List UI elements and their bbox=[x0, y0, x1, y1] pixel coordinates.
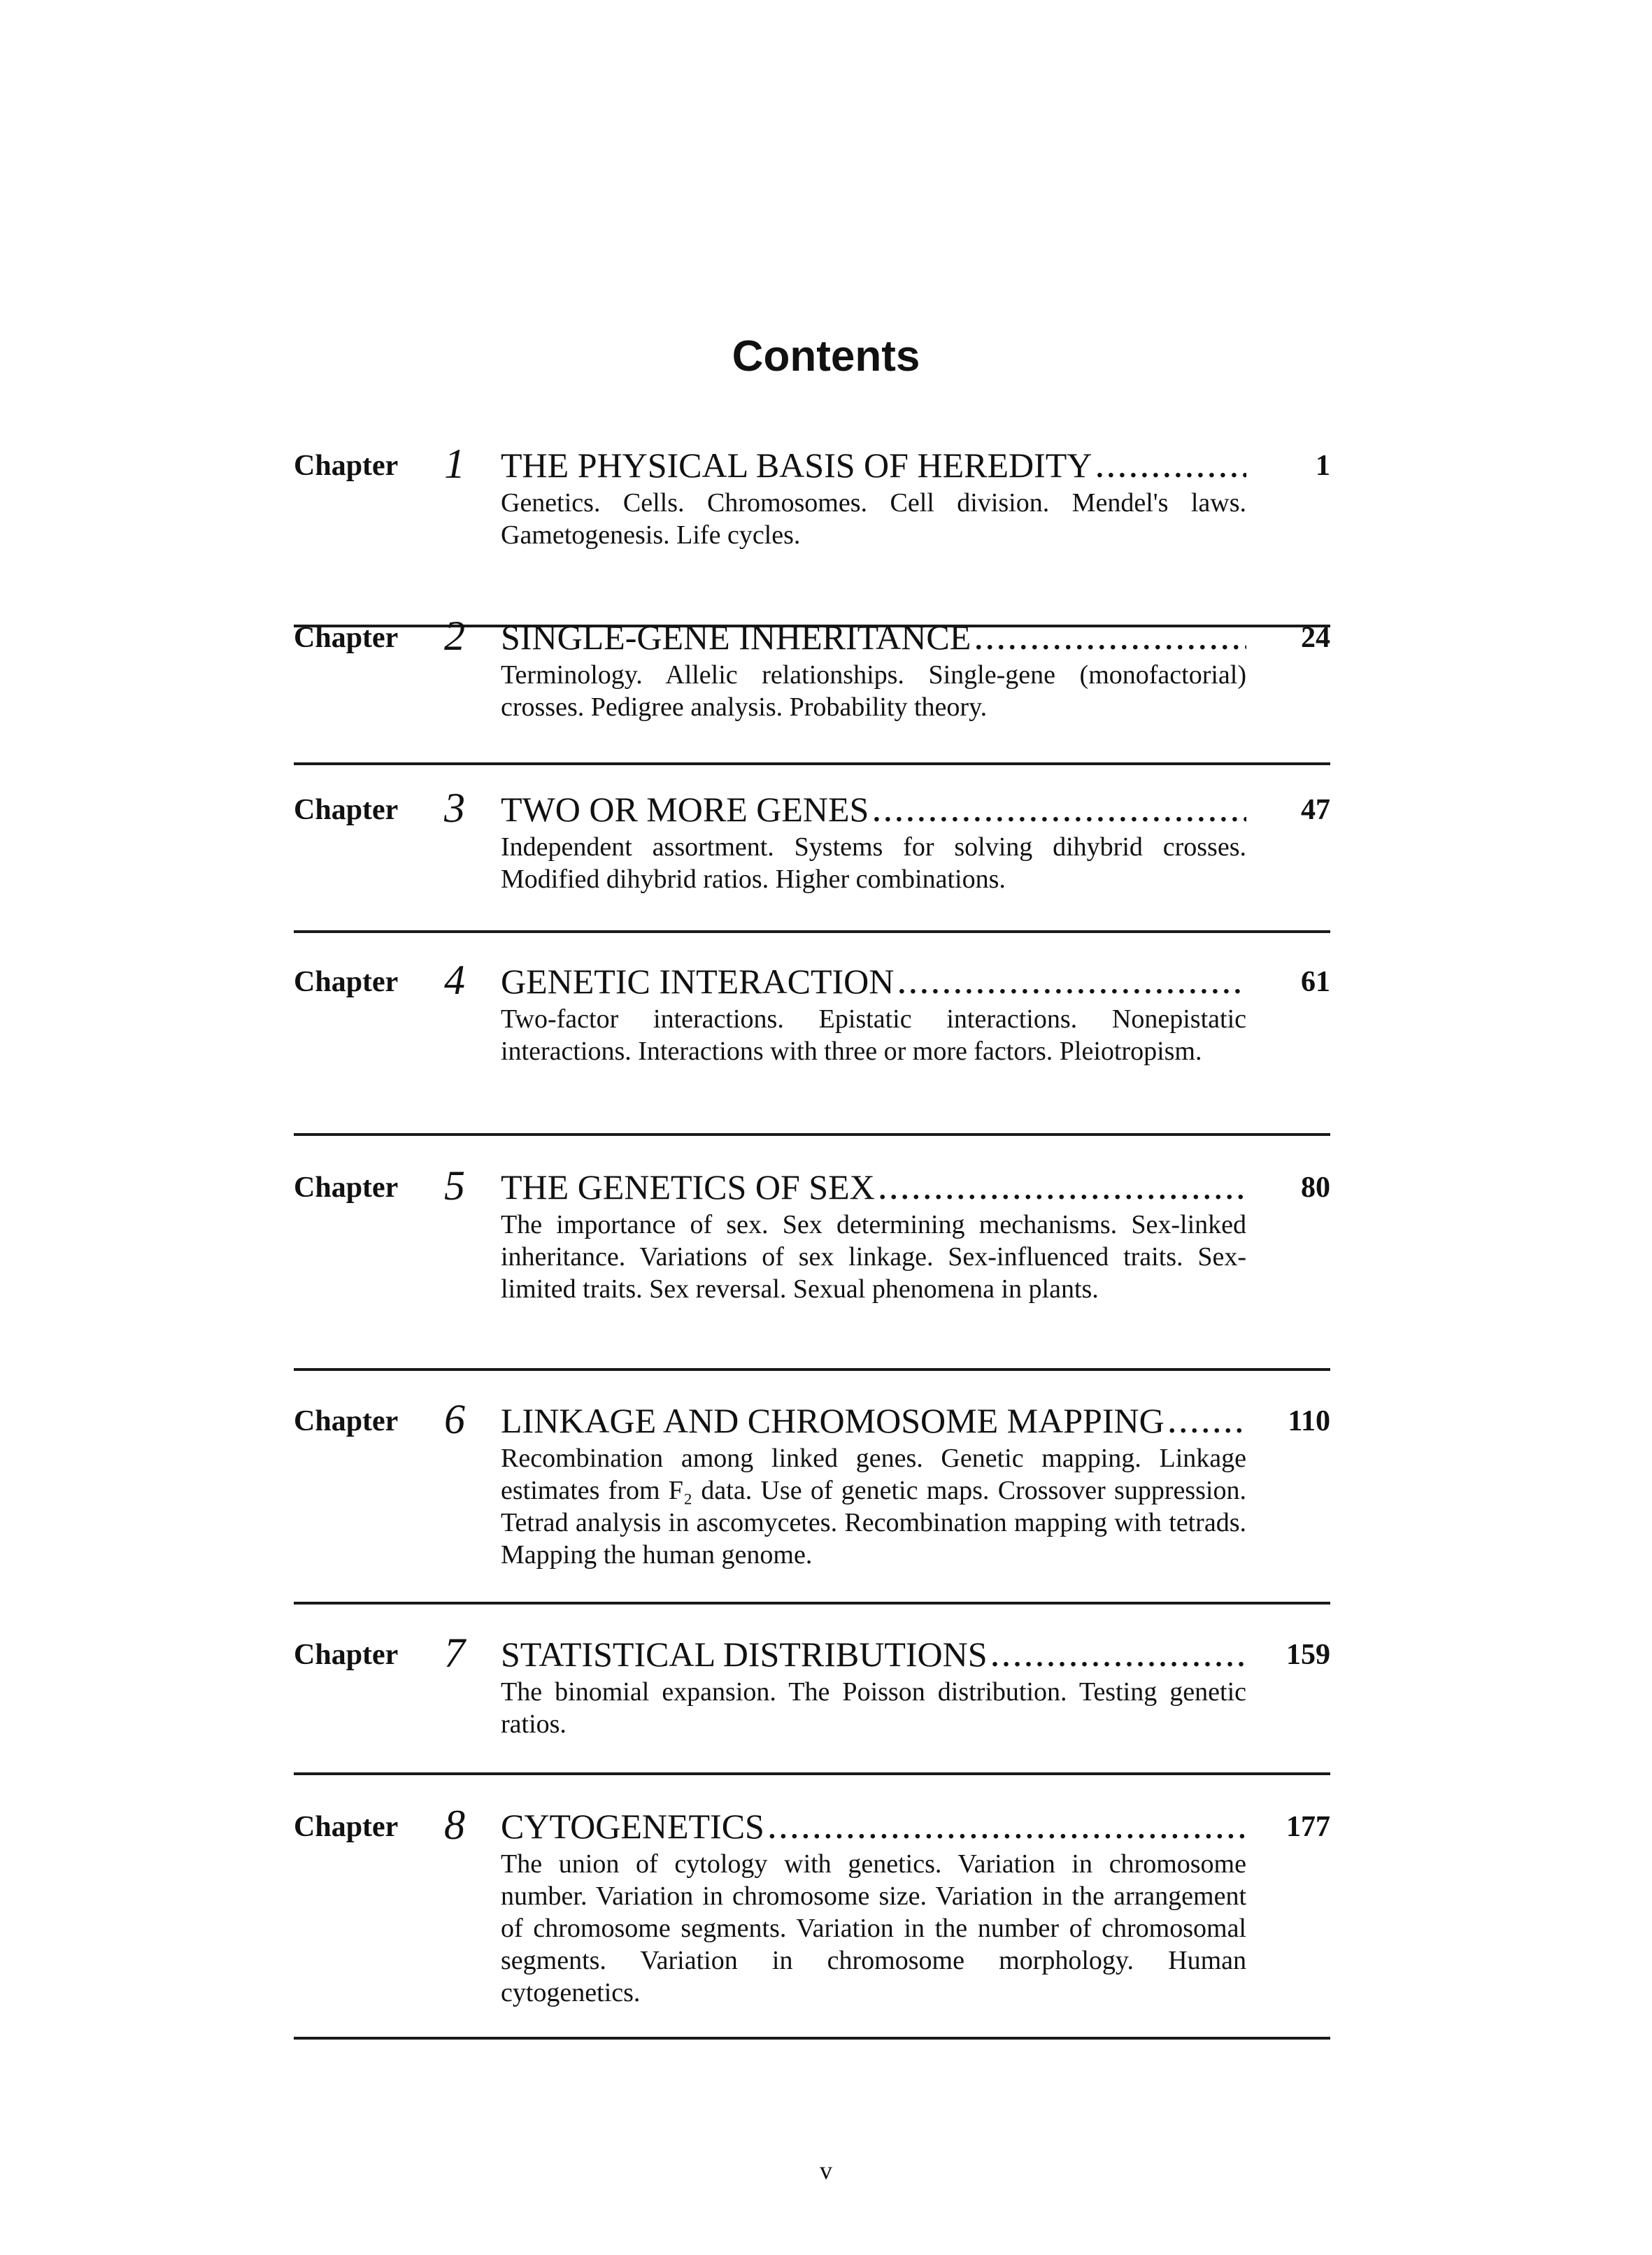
divider-rule bbox=[294, 2037, 1330, 2040]
chapter-label: Chapter bbox=[294, 966, 399, 998]
chapter-topics: Terminology. Allelic relationships. Single-gene (monofactorial) crosses. Pedigree analysis. Probability theory. bbox=[501, 660, 1246, 722]
dot-leader bbox=[879, 1173, 1246, 1206]
chapter-page-number[interactable]: 80 bbox=[1301, 1172, 1330, 1204]
chapter-number: 3 bbox=[444, 785, 465, 831]
chapter-page-number[interactable]: 177 bbox=[1286, 1811, 1330, 1843]
chapter-topics: The union of cytology with genetics. Variation in chromosome number. Variation in chromosome size. Variation in the arrangement of chromosome segments. Variation in the number of chromosomal segments. Variation in chromosome morphology. Human cytogenetics. bbox=[501, 1849, 1246, 2007]
chapter-page-number[interactable]: 61 bbox=[1301, 966, 1330, 998]
dot-leader bbox=[898, 967, 1246, 1000]
dot-leader bbox=[1096, 451, 1246, 484]
chapter-label: Chapter bbox=[294, 622, 399, 654]
page-title: Contents bbox=[732, 332, 920, 380]
chapter-label: Chapter bbox=[294, 794, 399, 826]
chapter-title-row bbox=[501, 1162, 1246, 1211]
chapter-title-row bbox=[501, 441, 1246, 490]
chapter-label: Chapter bbox=[294, 1639, 399, 1671]
chapter-number: 1 bbox=[444, 441, 465, 487]
chapter-title[interactable]: THE PHYSICAL BASIS OF HEREDITY bbox=[501, 446, 1092, 485]
chapter-title[interactable]: TWO OR MORE GENES bbox=[501, 790, 869, 829]
chapter-title[interactable]: THE GENETICS OF SEX bbox=[501, 1167, 875, 1207]
chapter-topics: The importance of sex. Sex determining mechanisms. Sex-linked inheritance. Variations of sex linkage. Sex-influenced traits. Sex-limited traits. Sex reversal. Sexual phenomena in plants. bbox=[501, 1210, 1246, 1304]
chapter-title[interactable]: CYTOGENETICS bbox=[501, 1807, 764, 1846]
chapter-page-number[interactable]: 110 bbox=[1288, 1405, 1330, 1437]
dot-leader bbox=[1169, 1407, 1246, 1439]
page-folio: v bbox=[820, 2156, 832, 2184]
chapter-number: 4 bbox=[444, 957, 465, 1003]
chapter-topics: Recombination among linked genes. Genetic mapping. Linkage estimates from F₂ data. Use of genetic maps. Crossover suppression. Tetrad analysis in ascomycetes. Recombination mapping with tetrads. Mapping the human genome. bbox=[501, 1444, 1246, 1570]
chapter-number: 8 bbox=[444, 1802, 465, 1848]
chapter-title[interactable]: LINKAGE AND CHROMOSOME MAPPING bbox=[501, 1401, 1165, 1440]
chapter-title-row bbox=[501, 1396, 1246, 1445]
chapter-title-row bbox=[501, 1802, 1246, 1851]
divider-rule bbox=[294, 1368, 1330, 1371]
chapter-number: 7 bbox=[444, 1630, 465, 1676]
chapter-label: Chapter bbox=[294, 450, 399, 482]
chapter-label: Chapter bbox=[294, 1405, 399, 1437]
divider-rule bbox=[294, 1772, 1330, 1775]
chapter-title[interactable]: GENETIC INTERACTION bbox=[501, 962, 895, 1001]
chapter-title-row bbox=[501, 1630, 1246, 1679]
chapter-label: Chapter bbox=[294, 1811, 399, 1843]
chapter-number: 6 bbox=[444, 1396, 465, 1442]
divider-rule bbox=[294, 762, 1330, 765]
dot-leader bbox=[992, 1640, 1246, 1673]
chapter-topics: The binomial expansion. The Poisson distribution. Testing genetic ratios. bbox=[501, 1677, 1246, 1739]
chapter-title-row bbox=[501, 613, 1246, 662]
dot-leader bbox=[873, 795, 1246, 828]
dot-leader bbox=[975, 623, 1246, 656]
divider-rule bbox=[294, 1133, 1330, 1136]
divider-rule bbox=[294, 1602, 1330, 1605]
chapter-label: Chapter bbox=[294, 1172, 399, 1204]
chapter-topics: Genetics. Cells. Chromosomes. Cell division. Mendel's laws. Gametogenesis. Life cycles. bbox=[501, 488, 1246, 550]
chapter-title-row bbox=[501, 785, 1246, 834]
chapter-page-number[interactable]: 1 bbox=[1316, 450, 1330, 482]
chapter-title-row bbox=[501, 957, 1246, 1006]
chapter-topics: Two-factor interactions. Epistatic interactions. Nonepistatic interactions. Interactions with three or more factors. Pleiotropism. bbox=[501, 1004, 1246, 1066]
chapter-page-number[interactable]: 159 bbox=[1286, 1639, 1330, 1671]
chapter-page-number[interactable]: 47 bbox=[1301, 794, 1330, 826]
divider-rule bbox=[294, 930, 1330, 933]
chapter-title[interactable]: SINGLE-GENE INHERITANCE bbox=[501, 618, 971, 657]
dot-leader bbox=[769, 1812, 1246, 1845]
chapter-number: 2 bbox=[444, 613, 465, 659]
chapter-page-number[interactable]: 24 bbox=[1301, 622, 1330, 654]
chapter-title[interactable]: STATISTICAL DISTRIBUTIONS bbox=[501, 1635, 988, 1674]
chapter-number: 5 bbox=[444, 1162, 465, 1209]
chapter-topics: Independent assortment. Systems for solving dihybrid crosses. Modified dihybrid ratios. Higher combinations. bbox=[501, 832, 1246, 894]
